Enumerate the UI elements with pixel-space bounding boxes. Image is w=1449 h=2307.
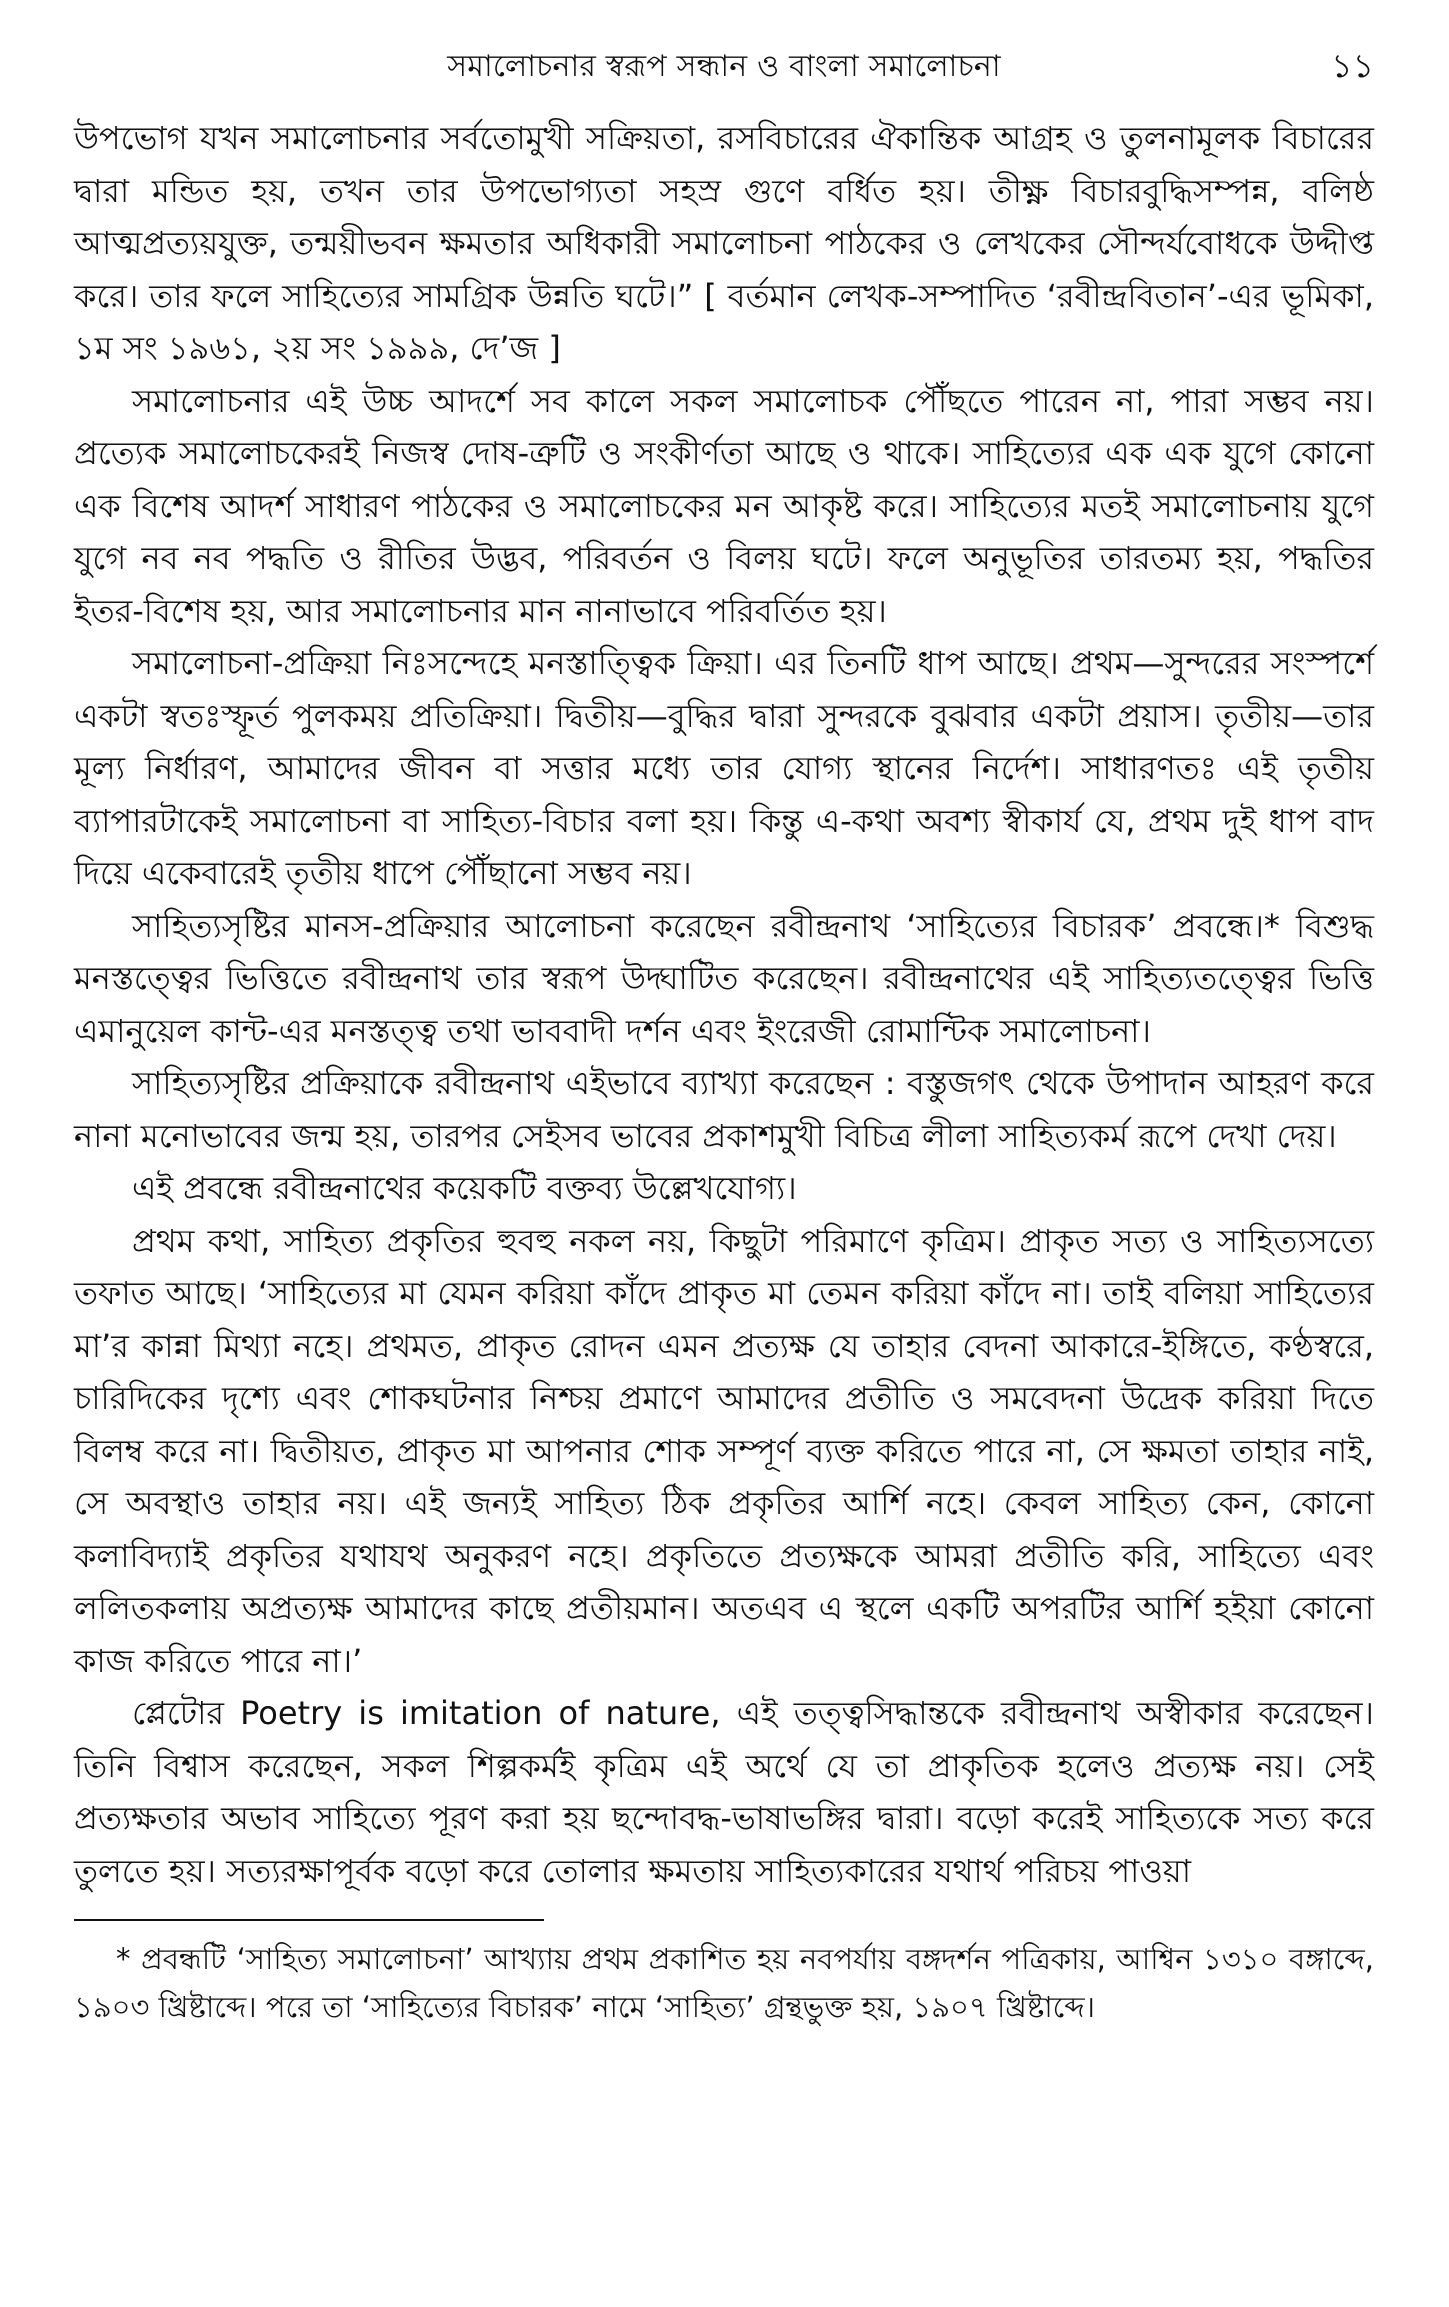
body-text	[74, 112, 1374, 1897]
paragraph-creation-process: সাহিত্যসৃষ্টির প্রক্রিয়াকে রবীন্দ্রনাথ এইভাবে ব্যাখ্যা করেছেন : বস্তুজগৎ থেকে উপাদান আহরণ করে নানা মনোভাবের জন্ম হয়, তারপর সেইসব ভাবের প্রকাশমুখী বিচিত্র লীলা সাহিত্যকর্ম রূপে দেখা দেয়।	[74, 1064, 1374, 1155]
running-header	[74, 38, 1374, 86]
footnote-text: * প্রবন্ধটি ‘সাহিত্য সমালোচনা’ আখ্যায় প্রথম প্রকাশিত হয় নবপর্যায় বঙ্গদর্শন পত্রিকায়, আশ্বিন ১৩১০ বঙ্গাব্দে, ১৯০৩ খ্রিষ্টাব্দে। পরে তা ‘সাহিত্যের বিচারক’ নামে ‘সাহিত্য’ গ্রন্থভুক্ত হয়, ১৯০৭ খ্রিষ্টাব্দে।	[74, 1942, 1374, 2024]
paragraph-critic-ideals: সমালোচনার এই উচ্চ আদর্শে সব কালে সকল সমালোচক পৌঁছতে পারেন না, পারা সম্ভব নয়। প্রত্যেক সমালোচকেরই নিজস্ব দোষ-ত্রুটি ও সংকীর্ণতা আছে ও থাকে। সাহিত্যের এক এক যুগে কোনো এক বিশেষ আদর্শ সাধারণ পাঠকের ও সমালোচকের মন আকৃষ্ট করে। সাহিত্যের মতই সমালোচনায় যুগে যুগে নব নব পদ্ধতি ও রীতির উদ্ভব, পরিবর্তন ও বিলয় ঘটে। ফলে অনুভূতির তারতম্য হয়, পদ্ধতির ইতর-বিশেষ হয়, আর সমালোচনার মান নানাভাবে পরিবর্তিত হয়।	[74, 381, 1374, 630]
paragraph-mental-process: সাহিত্যসৃষ্টির মানস-প্রক্রিয়ার আলোচনা করেছেন রবীন্দ্রনাথ ‘সাহিত্যের বিচারক’ প্রবন্ধে।* বিশুদ্ধ মনস্তত্ত্বের ভিত্তিতে রবীন্দ্রনাথ তার স্বরূপ উদ্ঘাটিত করেছেন। রবীন্দ্রনাথের এই সাহিত্যতত্ত্বের ভিত্তি এমানুয়েল কান্ট-এর মনস্তত্ত্ব তথা ভাববাদী দর্শন এবং ইংরেজী রোমান্টিক সমালোচনা।	[74, 906, 1374, 1050]
paragraph-continued: উপভোগ যখন সমালোচনার সর্বতোমুখী সক্রিয়তা, রসবিচারের ঐকান্তিক আগ্রহ ও তুলনামূলক বিচারের দ্বারা মন্ডিত হয়, তখন তার উপভোগ্যতা সহস্র গুণে বর্ধিত হয়। তীক্ষ্ণ বিচারবুদ্ধিসম্পন্ন, বলিষ্ঠ আত্মপ্রত্যয়যুক্ত, তন্ময়ীভবন ক্ষমতার অধিকারী সমালোচনা পাঠকের ও লেখকের সৌন্দর্যবোধকে উদ্দীপ্ত করে। তার ফলে সাহিত্যের সামগ্রিক উন্নতি ঘটে।” [ বর্তমান লেখক-সম্পাদিত ‘রবীন্দ্রবিতান’-এর ভূমিকা, ১ম সং ১৯৬১, ২য় সং ১৯৯৯, দে’জ ]	[74, 119, 1374, 367]
paragraph-first-point-quote: প্রথম কথা, সাহিত্য প্রকৃতির হুবহু নকল নয়, কিছুটা পরিমাণে কৃত্রিম। প্রাকৃত সত্য ও সাহিত্যসত্যে তফাত আছে। ‘সাহিত্যের মা যেমন করিয়া কাঁদে প্রাকৃত মা তেমন করিয়া কাঁদে না। তাই বলিয়া সাহিত্যের মা’র কান্না মিথ্যা নহে। প্রথমত, প্রাকৃত রোদন এমন প্রত্যক্ষ যে তাহার বেদনা আকারে-ইঙ্গিতে, কণ্ঠস্বরে, চারিদিকের দৃশ্যে এবং শোকঘটনার নিশ্চয় প্রমাণে আমাদের প্রতীতি ও সমবেদনা উদ্রেক করিয়া দিতে বিলম্ব করে না। দ্বিতীয়ত, প্রাকৃত মা আপনার শোক সম্পূর্ণ ব্যক্ত করিতে পারে না, সে ক্ষমতা তাহার নাই, সে অবস্থাও তাহার নয়। এই জন্যই সাহিত্য ঠিক প্রকৃতির আর্শি নহে। কেবল সাহিত্য কেন, কোনো কলাবিদ্যাই প্রকৃতির যথাযথ অনুকরণ নহে। প্রকৃতিতে প্রত্যক্ষকে আমরা প্রতীতি করি, সাহিত্যে এবং ললিতকলায় অপ্রত্যক্ষ আমাদের কাছে প্রতীয়মান। অতএব এ স্থলে একটি অপরটির আর্শি হইয়া কোনো কাজ করিতে পারে না।’	[74, 1221, 1374, 1680]
footnote	[74, 1935, 1374, 2031]
footnote-divider	[74, 1919, 544, 1921]
page-number: ১১	[1331, 46, 1374, 85]
paragraph-plato-theory: প্লেটোর Poetry is imitation of nature, এই তত্ত্বসিদ্ধান্তকে রবীন্দ্রনাথ অস্বীকার করেছেন। তিনি বিশ্বাস করেছেন, সকল শিল্পকর্মই কৃত্রিম এই অর্থে যে তা প্রাকৃতিক হলেও প্রত্যক্ষ নয়। সেই প্রত্যক্ষতার অভাব সাহিত্যে পূরণ করা হয় ছন্দোবদ্ধ-ভাষাভঙ্গির দ্বারা। বড়ো করেই সাহিত্যকে সত্য করে তুলতে হয়। সত্যরক্ষাপূর্বক বড়ো করে তোলার ক্ষমতায় সাহিত্যকারের যথার্থ পরিচয় পাওয়া	[74, 1694, 1374, 1890]
paragraph-three-steps: সমালোচনা-প্রক্রিয়া নিঃসন্দেহে মনস্তাত্ত্বিক ক্রিয়া। এর তিনটি ধাপ আছে। প্রথম—সুন্দরের সংস্পর্শে একটা স্বতঃস্ফূর্ত পুলকময় প্রতিক্রিয়া। দ্বিতীয়—বুদ্ধির দ্বারা সুন্দরকে বুঝবার একটা প্রয়াস। তৃতীয়—তার মূল্য নির্ধারণ, আমাদের জীবন বা সত্তার মধ্যে তার যোগ্য স্থানের নির্দেশ। সাধারণতঃ এই তৃতীয় ব্যাপারটাকেই সমালোচনা বা সাহিত্য-বিচার বলা হয়। কিন্তু এ-কথা অবশ্য স্বীকার্য যে, প্রথম দুই ধাপ বাদ দিয়ে একেবারেই তৃতীয় ধাপে পৌঁছানো সম্ভব নয়।	[74, 644, 1374, 892]
running-title: সমালোচনার স্বরূপ সন্ধান ও বাংলা সমালোচনা	[447, 49, 1001, 84]
book-page	[74, 38, 1374, 2278]
paragraph-notable-points: এই প্রবন্ধে রবীন্দ্রনাথের কয়েকটি বক্তব্য উল্লেখযোগ্য।	[132, 1169, 797, 1207]
